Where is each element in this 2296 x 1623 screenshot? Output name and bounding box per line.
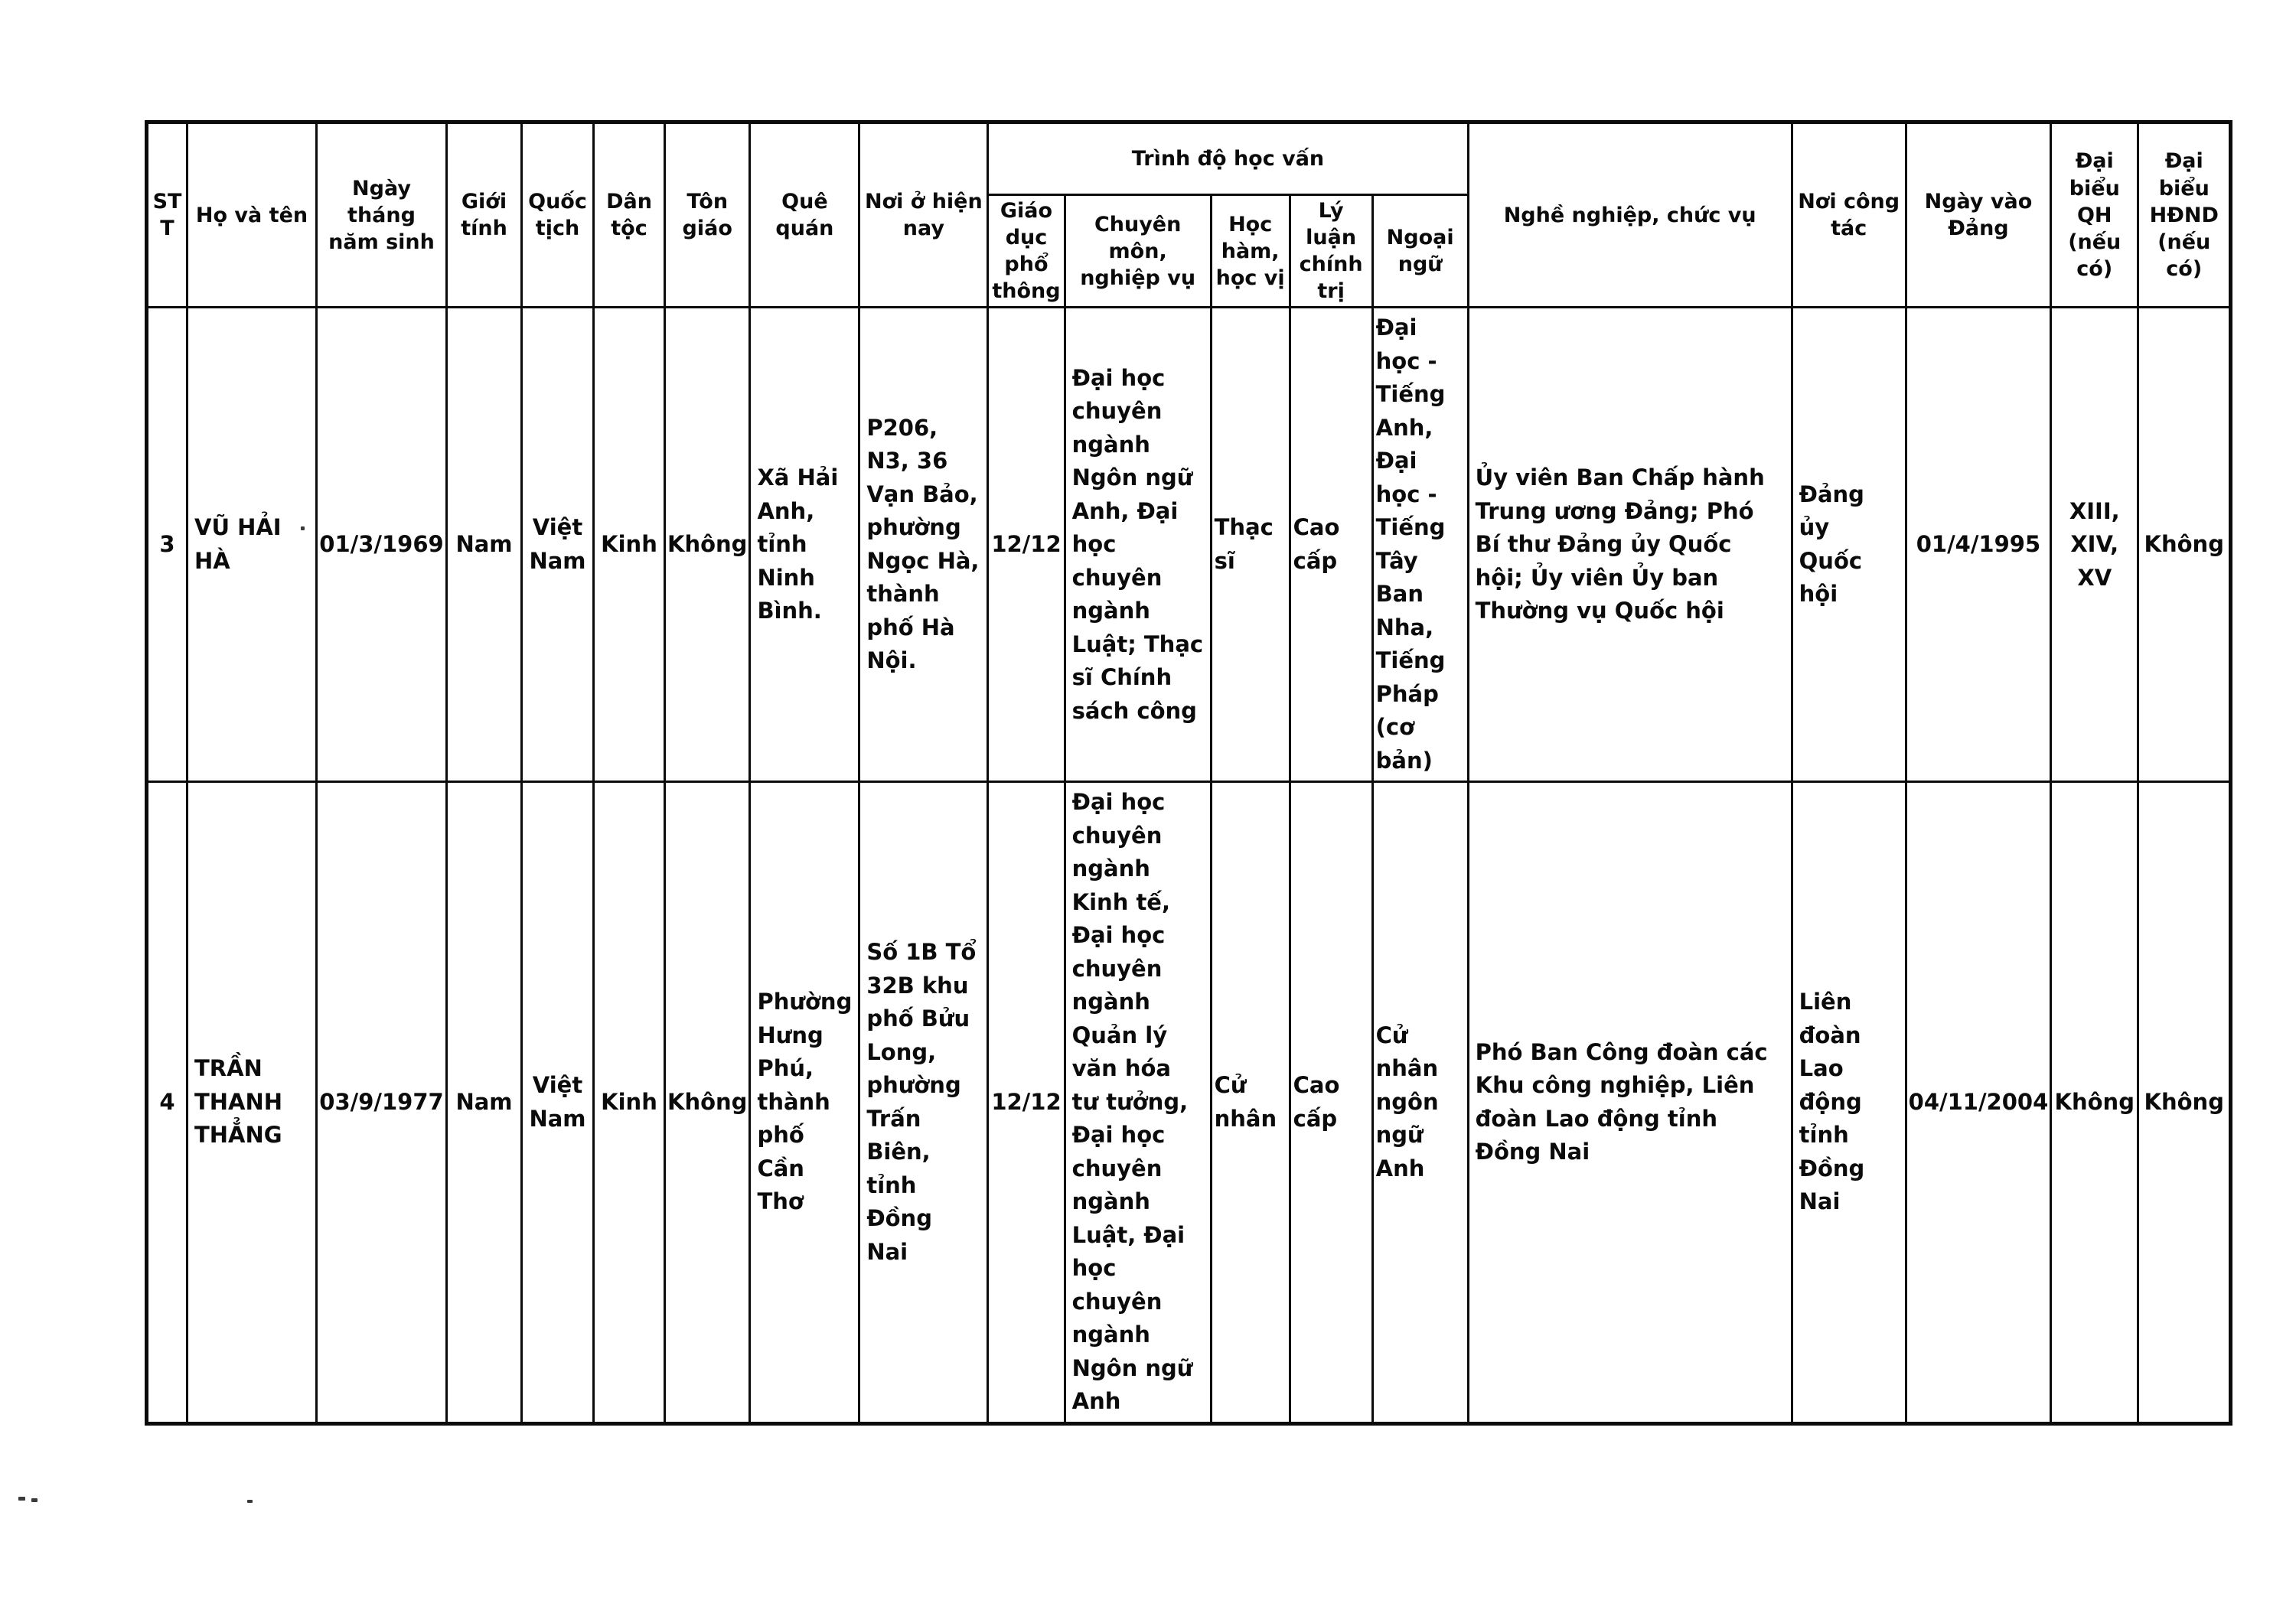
header-row-group bbox=[147, 122, 2231, 195]
cell-r4-noi-cong-tac: Liên đoàn Lao động tỉnh Đồng Nai bbox=[1792, 782, 1906, 1424]
col-header-gioi-tinh: Giới tính bbox=[447, 122, 522, 308]
table-header bbox=[147, 122, 2231, 308]
cell-r4-gioi-tinh: Nam bbox=[447, 782, 522, 1424]
cell-r3-giao-duc: 12/12 bbox=[988, 308, 1065, 782]
cell-r4-hoc-ham: Cử nhân bbox=[1211, 782, 1290, 1424]
col-header-ly-luan: Lý luận chính trị bbox=[1290, 195, 1372, 308]
cell-r3-noi-cong-tac: Đảng ủy Quốc hội bbox=[1792, 308, 1906, 782]
cell-r4-stt: 4 bbox=[147, 782, 188, 1424]
col-header-que-quan: Quê quán bbox=[750, 122, 859, 308]
cell-r3-dai-bieu-qh: XIII, XIV, XV bbox=[2051, 308, 2138, 782]
col-header-dan-toc: Dân tộc bbox=[594, 122, 665, 308]
cell-r3-quoc-tich: Việt Nam bbox=[522, 308, 594, 782]
delegate-roster-table bbox=[145, 120, 2232, 1426]
col-header-chuyen-mon: Chuyên môn, nghiệp vụ bbox=[1065, 195, 1211, 308]
cell-r3-nghe-nghiep: Ủy viên Ban Chấp hành Trung ương Đảng; Phó Bí thư Đảng ủy Quốc hội; Ủy viên Ủy ban Thường vụ Quốc hội bbox=[1468, 308, 1792, 782]
cell-r3-hoc-ham: Thạc sĩ bbox=[1211, 308, 1290, 782]
cell-r4-quoc-tich: Việt Nam bbox=[522, 782, 594, 1424]
cell-r3-dan-toc: Kinh bbox=[594, 308, 665, 782]
cell-r4-nghe-nghiep: Phó Ban Công đoàn các Khu công nghiệp, Liên đoàn Lao động tỉnh Đồng Nai bbox=[1468, 782, 1792, 1424]
col-header-noi-o: Nơi ở hiện nay bbox=[859, 122, 988, 308]
table-row-3 bbox=[147, 308, 2231, 782]
cell-r3-gioi-tinh: Nam bbox=[447, 308, 522, 782]
cell-r4-ngay-vao-dang: 04/11/2004 bbox=[1906, 782, 2051, 1424]
cell-r4-dan-toc: Kinh bbox=[594, 782, 665, 1424]
cell-r3-ho-va-ten: VŨ HẢI HÀ bbox=[188, 308, 317, 782]
cell-r3-stt: 3 bbox=[147, 308, 188, 782]
table-row-4 bbox=[147, 782, 2231, 1424]
cell-r3-dai-bieu-hdnd: Không bbox=[2138, 308, 2231, 782]
cell-r3-chuyen-mon: Đại học chuyên ngành Ngôn ngữ Anh, Đại học chuyên ngành Luật; Thạc sĩ Chính sách công bbox=[1065, 308, 1211, 782]
cell-r3-ton-giao: Không bbox=[665, 308, 750, 782]
scan-artifact bbox=[247, 1500, 253, 1503]
col-header-giao-duc: Giáo dục phổ thông bbox=[988, 195, 1065, 308]
col-header-ho-va-ten: Họ và tên bbox=[188, 122, 317, 308]
cell-r3-noi-o: P206, N3, 36 Vạn Bảo, phường Ngọc Hà, thành phố Hà Nội. bbox=[859, 308, 988, 782]
scan-artifact bbox=[301, 526, 305, 530]
cell-r3-ngay-vao-dang: 01/4/1995 bbox=[1906, 308, 2051, 782]
col-group-trinh-do-hoc-van: Trình độ học vấn bbox=[988, 122, 1468, 195]
cell-r3-ngoai-ngu: Đại học - Tiếng Anh, Đại học - Tiếng Tây Ban Nha, Tiếng Pháp (cơ bản) bbox=[1372, 308, 1468, 782]
cell-r4-giao-duc: 12/12 bbox=[988, 782, 1065, 1424]
cell-r4-ngay-sinh: 03/9/1977 bbox=[317, 782, 447, 1424]
col-header-noi-cong-tac: Nơi công tác bbox=[1792, 122, 1906, 308]
col-header-ton-giao: Tôn giáo bbox=[665, 122, 750, 308]
col-header-ngoai-ngu: Ngoại ngữ bbox=[1372, 195, 1468, 308]
cell-r4-dai-bieu-qh: Không bbox=[2051, 782, 2138, 1424]
scan-artifact bbox=[18, 1497, 25, 1501]
col-header-dai-bieu-qh: Đại biểu QH (nếu có) bbox=[2051, 122, 2138, 308]
table-body bbox=[147, 308, 2231, 1424]
cell-r4-ho-va-ten: TRẦN THANH THẲNG bbox=[188, 782, 317, 1424]
col-header-ngay-vao-dang: Ngày vào Đảng bbox=[1906, 122, 2051, 308]
cell-r4-noi-o: Số 1B Tổ 32B khu phố Bửu Long, phường Trấn Biên, tỉnh Đồng Nai bbox=[859, 782, 988, 1424]
cell-r4-ton-giao: Không bbox=[665, 782, 750, 1424]
col-header-stt: STT bbox=[147, 122, 188, 308]
col-header-dai-bieu-hdnd: Đại biểu HĐND (nếu có) bbox=[2138, 122, 2231, 308]
scan-artifact bbox=[31, 1498, 38, 1502]
cell-r3-ngay-sinh: 01/3/1969 bbox=[317, 308, 447, 782]
cell-r3-que-quan: Xã Hải Anh, tỉnh Ninh Bình. bbox=[750, 308, 859, 782]
cell-r4-ngoai-ngu: Cử nhân ngôn ngữ Anh bbox=[1372, 782, 1468, 1424]
cell-r4-dai-bieu-hdnd: Không bbox=[2138, 782, 2231, 1424]
col-header-hoc-ham: Học hàm, học vị bbox=[1211, 195, 1290, 308]
cell-r4-que-quan: Phường Hưng Phú, thành phố Cần Thơ bbox=[750, 782, 859, 1424]
col-header-nghe-nghiep: Nghề nghiệp, chức vụ bbox=[1468, 122, 1792, 308]
cell-r4-ly-luan: Cao cấp bbox=[1290, 782, 1372, 1424]
col-header-quoc-tich: Quốc tịch bbox=[522, 122, 594, 308]
cell-r3-ly-luan: Cao cấp bbox=[1290, 308, 1372, 782]
col-header-ngay-sinh: Ngày tháng năm sinh bbox=[317, 122, 447, 308]
cell-r4-chuyen-mon: Đại học chuyên ngành Kinh tế, Đại học chuyên ngành Quản lý văn hóa tư tưởng, Đại học chuyên ngành Luật, Đại học chuyên ngành Ngôn ngữ Anh bbox=[1065, 782, 1211, 1424]
